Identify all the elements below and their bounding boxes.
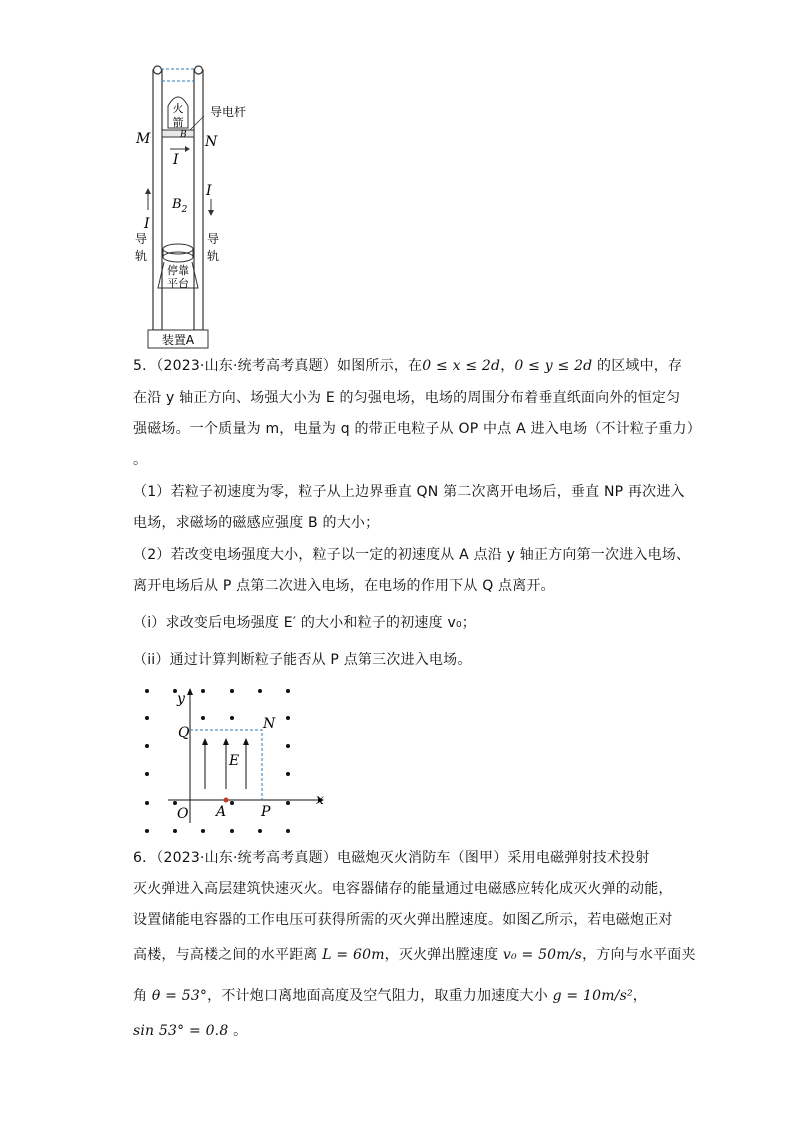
point-a-marker <box>224 798 229 803</box>
q5-part-1-line-2: 电场，求磁场的磁感应强度 B 的大小； <box>133 515 380 531</box>
y-axis-arrow <box>187 688 193 695</box>
q6-line-5-mid: ，不计炮口离地面高度及空气阻力，取重力加速度大小 <box>207 988 553 1004</box>
q6-line-3: 设置储能电容器的工作电压可获得所需的灭火弹出膛速度。如图乙所示，若电磁炮正对 <box>133 912 673 928</box>
e-field-label: E <box>229 753 240 769</box>
origin-label: O <box>177 806 189 822</box>
q5-line-1-comma: ， <box>500 358 515 374</box>
q5-y-range: 0 ≤ y ≤ 2d <box>514 358 593 374</box>
right-rail <box>194 70 203 330</box>
q6-line-1: 6．（2023·山东·统考高考真题）电磁炮灭火消防车（图甲）采用电磁弹射技术投射 <box>133 850 650 866</box>
left-rail-label-2: 轨 <box>135 249 148 263</box>
rail-gun-figure <box>130 60 280 350</box>
right-rail-label-2: 轨 <box>207 249 220 263</box>
q5-part-2-line-2: 离开电场后从 P 点第二次进入电场，在电场的作用下从 Q 点离开。 <box>133 578 555 594</box>
electric-field-arrows <box>205 743 246 789</box>
q6-angle: θ = 53° <box>151 988 208 1004</box>
left-rail-cap <box>154 66 162 74</box>
right-rail-label-1: 导 <box>207 232 220 246</box>
q6-distance: L = 60m <box>322 947 385 963</box>
q6-line-2: 灭火弹进入高层建筑快速灭火。电容器储存的能量通过电磁感应转化成灭火弹的动能， <box>133 881 673 897</box>
q6-line-4-mid: ，灭火弹出膛速度 <box>384 947 503 963</box>
m-label: M <box>136 131 151 147</box>
electric-field-arrow-heads <box>202 738 249 745</box>
right-current-label: I <box>206 183 212 199</box>
q6-line-5-text: 角 <box>133 988 152 1004</box>
q6-line-4-end: ，方向与水平面夹 <box>582 947 696 963</box>
q5-line-4: 。 <box>133 452 148 468</box>
platform-label-2: 平台 <box>167 277 189 290</box>
n-label: N <box>205 134 218 150</box>
y-axis-label: y <box>177 691 185 707</box>
b1-label: B <box>180 130 187 140</box>
current-arrow-head <box>185 146 190 152</box>
left-rail-label-1: 导 <box>135 232 148 246</box>
platform-label-1: 停靠 <box>167 264 189 277</box>
q6-line-6 <box>133 1021 661 1041</box>
q5-part-2-line-1: （2）若改变电场强度大小，粒子以一定的初速度从 A 点沿 y 轴正方向第一次进入电场、 <box>133 547 691 563</box>
rocket-label-2: 箭 <box>172 116 184 129</box>
p-label: P <box>261 804 271 820</box>
b2-label: $B_2$ <box>172 197 188 215</box>
q6-line-4-text: 高楼，与高楼之间的水平距离 <box>133 947 323 963</box>
q6-line-6-end: 。 <box>228 1023 248 1039</box>
rod-pointer-line <box>190 116 204 130</box>
q5-sub-ii: （ii）通过计算判断粒子能否从 P 点第三次进入电场。 <box>133 652 472 668</box>
q6-velocity: v₀ = 50m/s <box>502 947 583 963</box>
right-rail-cap <box>195 66 203 74</box>
a-label: A <box>216 804 227 820</box>
rocket-label-1: 火 <box>172 102 184 115</box>
q5-line-2: 在沿 y 轴正方向、场强大小为 E 的匀强电场，电场的周围分布着垂直纸面向外的恒定匀 <box>133 390 681 406</box>
q6-gravity: g = 10m/s² <box>552 988 633 1004</box>
q6-line-5-end: ， <box>632 988 647 1004</box>
left-rail <box>153 70 162 330</box>
q5-line-1-end: 的区域中，存 <box>592 358 683 374</box>
q5-sub-i: （i）求改变后电场强度 E′ 的大小和粒子的初速度 v₀； <box>133 615 476 631</box>
q5-line-3: 强磁场。一个质量为 m，电量为 q 的带正电粒子从 OP 中点 A 进入电场（不计粒子重力） <box>133 421 701 437</box>
device-a-label: 装置A <box>161 333 195 347</box>
q6-line-4 <box>133 945 696 965</box>
q6-sine-value: sin 53° = 0.8 <box>133 1023 229 1039</box>
n-label: N <box>263 716 276 732</box>
q6-line-5 <box>133 986 661 1006</box>
q5-part-1-line-1: （1）若粒子初速度为零，粒子从上边界垂直 QN 第二次离开电场后，垂直 NP 再次进入 <box>133 484 685 500</box>
current-label: I <box>173 152 179 168</box>
q5-line-1-text: 5．（2023·山东·统考高考真题）如图所示，在 <box>133 358 423 374</box>
field-diagram <box>140 683 340 838</box>
left-current-label: I <box>144 216 150 232</box>
q-label: Q <box>178 725 190 741</box>
rod-label: 导电杆 <box>210 105 247 119</box>
left-current-arrow-head <box>145 188 151 194</box>
conducting-rod <box>162 130 194 137</box>
q5-line-1 <box>133 356 683 376</box>
right-current-arrow-head <box>208 210 214 216</box>
q5-x-range: 0 ≤ x ≤ 2d <box>422 358 501 374</box>
x-axis-label: x <box>316 792 324 808</box>
